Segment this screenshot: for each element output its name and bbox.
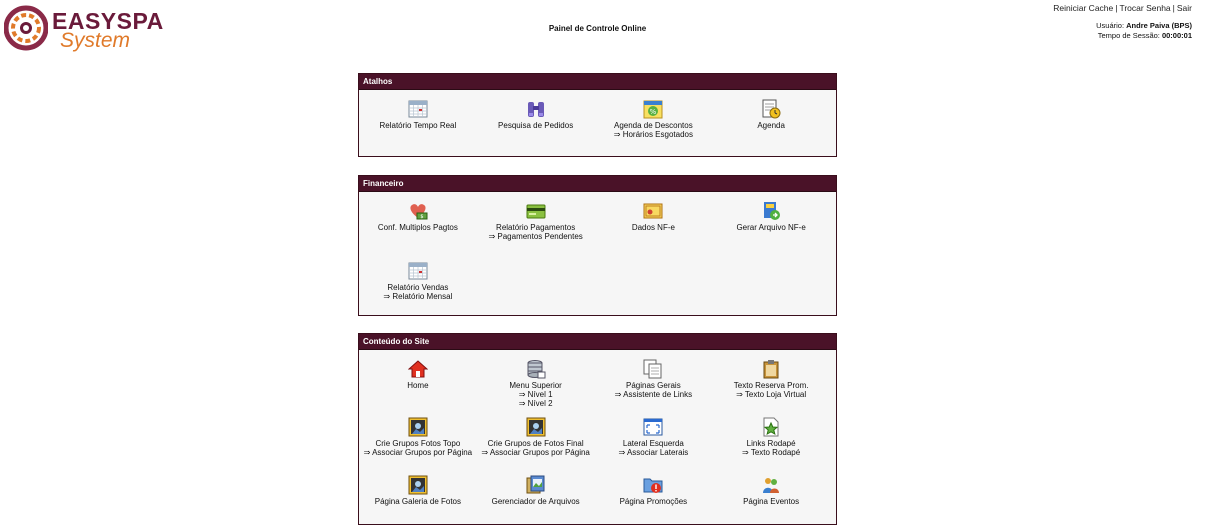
shortcut-pagina-eventos[interactable]: [712, 470, 830, 528]
shortcut-label: Página Galeria de Fotos: [374, 497, 462, 506]
panel-title: Financeiro: [359, 176, 836, 192]
folder-alert-icon: [643, 475, 663, 495]
svg-text:$: $: [420, 214, 424, 220]
shortcut-pesquisa-de-pedidos[interactable]: [477, 94, 595, 152]
pages-icon: [643, 359, 663, 379]
shortcut-label: Texto Reserva Prom.: [733, 381, 809, 390]
shortcut-links-rodape[interactable]: [712, 412, 830, 470]
shortcut-label: Relatório Pagamentos: [496, 223, 576, 232]
sub-link[interactable]: ⇒ Relatório Mensal: [383, 291, 453, 301]
finance-grid: [359, 192, 836, 315]
panel-conteudo-site: [358, 333, 837, 525]
photo-frame-icon: [526, 417, 546, 437]
sub-link[interactable]: ⇒ Associar Grupos por Página: [363, 448, 473, 457]
panel-financeiro: [358, 175, 837, 316]
shortcut-texto-reserva-prom[interactable]: [712, 354, 830, 412]
shortcut-pagina-galeria-de-fotos[interactable]: [359, 470, 477, 528]
file-manager-icon: [526, 475, 546, 495]
sub-link[interactable]: ⇒ Associar Laterais: [618, 448, 689, 457]
photo-frame-icon: [408, 475, 428, 495]
separator: |: [1115, 3, 1118, 13]
shortcut-relatorio-pagamentos[interactable]: [477, 196, 595, 254]
shortcut-home[interactable]: [359, 354, 477, 412]
sub-link[interactable]: ⇒ Horários Esgotados: [613, 130, 693, 139]
sub-link[interactable]: ⇒ Texto Loja Virtual: [736, 390, 807, 399]
session-label: Tempo de Sessão:: [1097, 31, 1160, 40]
shortcut-pagina-promocoes[interactable]: [595, 470, 713, 528]
shortcut-label: Home: [407, 381, 429, 390]
shortcut-crie-grupos-de-fotos-final[interactable]: [477, 412, 595, 470]
sub-link[interactable]: ⇒ Texto Rodapé: [742, 448, 801, 457]
shortcut-label: Dados NF-e: [631, 223, 675, 232]
shortcut-label: Conf. Multiplos Pagtos: [377, 223, 458, 232]
discount-calendar-icon: [643, 99, 663, 119]
change-password-link[interactable]: Trocar Senha: [1119, 3, 1171, 13]
user-label: Usuário:: [1096, 21, 1125, 30]
calendar-grid-icon: [408, 261, 428, 281]
shortcut-relatorio-tempo-real[interactable]: [359, 94, 477, 152]
svg-text:%: %: [650, 108, 657, 116]
star-page-icon: [761, 417, 781, 437]
shortcut-paginas-gerais[interactable]: [595, 354, 713, 412]
database-menu-icon: [526, 359, 546, 379]
shortcut-dados-nf-e[interactable]: [595, 196, 713, 254]
window-expand-icon: [643, 417, 663, 437]
shortcut-agenda-de-descontos[interactable]: [595, 94, 713, 152]
session-time: 00:00:01: [1161, 31, 1192, 40]
shortcut-menu-superior[interactable]: [477, 354, 595, 412]
top-links: [1053, 3, 1192, 13]
panel-atalhos: [358, 73, 837, 157]
separator: |: [1172, 3, 1175, 13]
shortcut-label: Agenda de Descontos: [614, 121, 693, 130]
export-file-icon: [761, 201, 781, 221]
shortcut-gerenciador-de-arquivos[interactable]: [477, 470, 595, 528]
home-icon: [408, 359, 428, 379]
shortcut-conf-multiplos-pagtos[interactable]: [359, 196, 477, 254]
binoculars-icon: [526, 99, 546, 119]
shortcut-label: Relatório Vendas: [387, 282, 449, 292]
sub-link[interactable]: ⇒ Associar Grupos por Página: [481, 448, 590, 457]
shortcut-label: Páginas Gerais: [626, 381, 681, 390]
user-name: Andre Paiva (BPS): [1126, 21, 1192, 30]
sub-link[interactable]: ⇒ Nível 2: [518, 399, 553, 408]
shortcut-label: Gerenciador de Arquivos: [491, 497, 580, 506]
photo-frame-icon: [408, 417, 428, 437]
agenda-clock-icon: [761, 99, 781, 119]
shortcut-label: Lateral Esquerda: [622, 439, 684, 448]
logo-subtitle: System: [60, 29, 131, 52]
shortcut-crie-grupos-fotos-topo[interactable]: [359, 412, 477, 470]
user-info: [1096, 21, 1192, 41]
sub-link[interactable]: ⇒ Pagamentos Pendentes: [488, 232, 583, 241]
shortcut-label: Links Rodapé: [746, 439, 796, 448]
logo-brand: EASYSPA: [52, 8, 164, 34]
page-title: Painel de Controle Online: [548, 24, 647, 33]
shortcut-grid: [359, 90, 836, 156]
site-content-grid: [359, 350, 836, 524]
reset-cache-link[interactable]: Reiniciar Cache: [1053, 3, 1114, 13]
shortcut-relatorio-vendas[interactable]: [359, 256, 477, 314]
panel-title: Conteúdo do Site: [359, 334, 836, 350]
shortcut-label: Relatório Tempo Real: [379, 121, 457, 130]
certificate-icon: [643, 201, 663, 221]
credit-card-icon: [526, 201, 546, 221]
shortcut-lateral-esquerda[interactable]: [595, 412, 713, 470]
shortcut-label: Pesquisa de Pedidos: [498, 121, 574, 130]
shortcut-label: Crie Grupos Fotos Topo: [375, 439, 461, 448]
panel-title: Atalhos: [359, 74, 836, 90]
heart-money-icon: [408, 201, 428, 221]
shortcut-label: Crie Grupos de Fotos Final: [487, 439, 584, 448]
shortcut-label: Agenda: [757, 121, 785, 130]
sub-link[interactable]: ⇒ Assistente de Links: [614, 390, 693, 399]
logout-link[interactable]: Sair: [1176, 3, 1192, 13]
clipboard-icon: [761, 359, 781, 379]
people-icon: [761, 475, 781, 495]
shortcut-label: Menu Superior: [509, 381, 562, 390]
shortcut-label: Página Promoções: [619, 497, 688, 506]
shortcut-label: Gerar Arquivo NF-e: [736, 223, 806, 232]
calendar-grid-icon: [408, 99, 428, 119]
shortcut-agenda[interactable]: [712, 94, 830, 152]
sub-link[interactable]: ⇒ Nível 1: [518, 390, 553, 399]
shortcut-gerar-arquivo-nf-e[interactable]: [712, 196, 830, 254]
shortcut-label: Página Eventos: [743, 497, 800, 506]
